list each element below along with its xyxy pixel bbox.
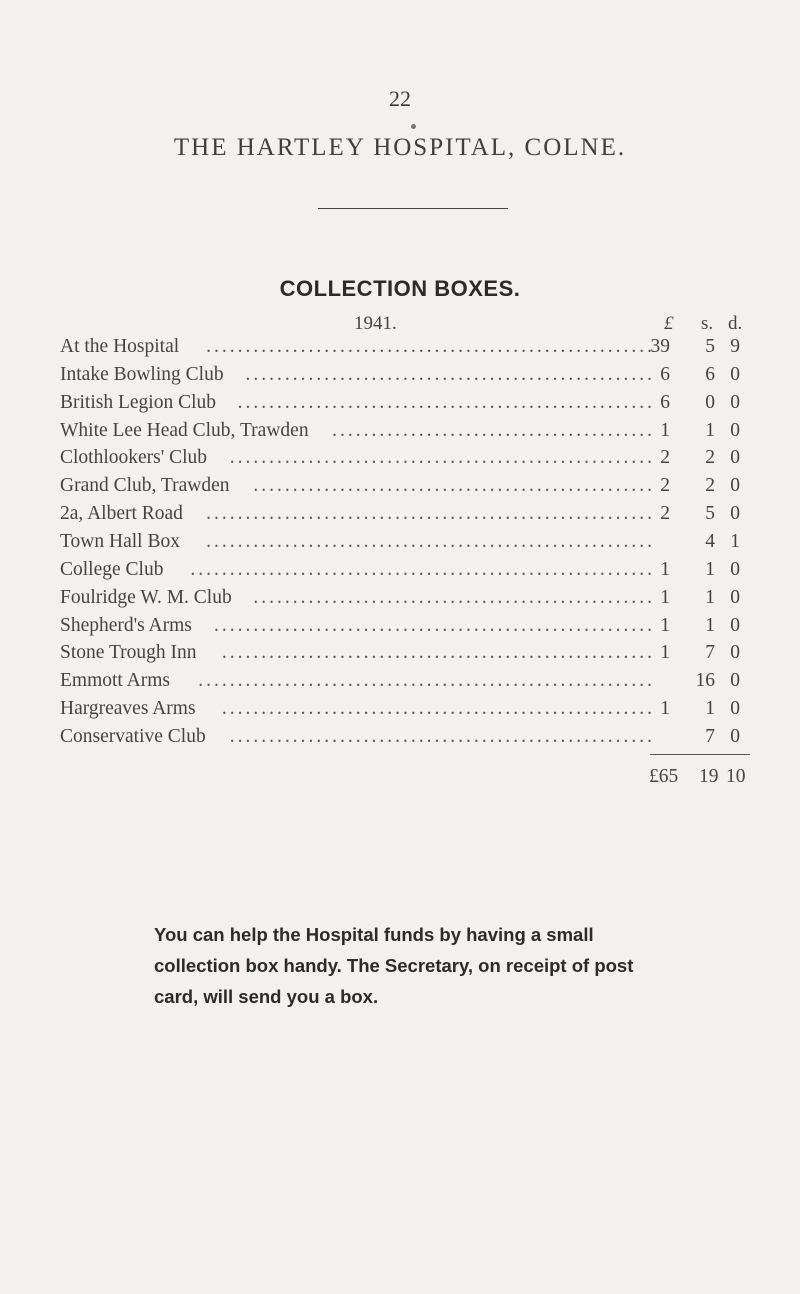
entry-shillings: 2 [705, 447, 715, 469]
total-pence: 10 [726, 766, 746, 787]
section-title: COLLECTION BOXES. [279, 276, 521, 301]
running-head: THE HARTLEY HOSPITAL, COLNE. [173, 134, 627, 161]
total-shillings: 19 [699, 766, 719, 787]
entry-shillings: 1 [705, 558, 715, 580]
entry-shillings: 1 [705, 614, 715, 636]
entry-name: British Legion Club [60, 391, 216, 413]
entry-pence: 0 [730, 419, 740, 441]
table-row [0, 555, 800, 585]
dot-leader: ....................................................... [221, 642, 655, 664]
entry-name: Shepherd's Arms [60, 614, 192, 636]
entry-pence: 0 [730, 586, 740, 608]
entry-name: Foulridge W. M. Club [60, 586, 232, 608]
dot-leader: ......................................... [332, 419, 655, 441]
table-row [0, 360, 800, 390]
entry-name: Emmott Arms [60, 670, 170, 692]
entry-pence: 0 [730, 363, 740, 385]
entry-pence: 0 [730, 447, 740, 469]
entry-pence: 9 [730, 336, 740, 357]
dot-leader: .......................................................... [198, 670, 655, 692]
entry-pounds: 1 [660, 558, 670, 580]
entry-name: Town Hall Box [60, 530, 180, 552]
dot-leader: ................................................... [253, 475, 655, 497]
entry-name: Grand Club, Trawden [60, 475, 230, 497]
entry-pounds: 1 [660, 642, 670, 664]
table-row [0, 471, 800, 501]
table-row [0, 666, 800, 696]
table-row [0, 694, 800, 724]
dot-leader: ........................................................... [190, 558, 655, 580]
entry-pence: 0 [730, 725, 740, 747]
entry-shillings: 1 [705, 419, 715, 441]
entry-name: Intake Bowling Club [60, 363, 224, 385]
table-row [0, 722, 800, 752]
entry-shillings: 2 [705, 475, 715, 497]
entry-name: Stone Trough Inn [60, 642, 197, 664]
entry-pence: 0 [730, 475, 740, 497]
entry-pounds: 1 [660, 419, 670, 441]
entry-pence: 0 [730, 558, 740, 580]
entry-pounds: 6 [660, 391, 670, 413]
table-row [0, 499, 800, 529]
entry-shillings: 5 [705, 503, 715, 525]
appeal-note: You can help the Hospital funds by having a small collection box handy. The Secretary, on receipt of post card, will send you a box. [154, 924, 634, 1007]
entry-shillings: 1 [705, 698, 715, 720]
table-row [0, 388, 800, 418]
table-row [0, 583, 800, 613]
entry-pounds: 2 [660, 447, 670, 469]
ornament-dot [411, 124, 416, 129]
entry-pounds: 1 [660, 614, 670, 636]
entry-shillings: 7 [705, 725, 715, 747]
dot-leader: ...................................................... [229, 725, 655, 747]
entry-shillings: 1 [705, 586, 715, 608]
entry-shillings: 6 [705, 363, 715, 385]
total-rule [650, 754, 750, 755]
entry-name: At the Hospital [60, 336, 180, 357]
entry-shillings: 5 [705, 336, 715, 357]
table-row [0, 638, 800, 668]
dot-leader: ......................................................... [206, 336, 655, 357]
table-row [0, 611, 800, 641]
entry-name: College Club [60, 558, 164, 580]
entry-pounds: 6 [660, 363, 670, 385]
dot-leader: ..................................................... [237, 391, 655, 413]
entry-pence: 0 [730, 642, 740, 664]
table-row [0, 416, 800, 446]
table-row [0, 527, 800, 557]
dot-leader: ......................................................... [206, 503, 655, 525]
entry-pounds: 1 [660, 586, 670, 608]
entry-pence: 0 [730, 391, 740, 413]
entry-name: Clothlookers' Club [60, 447, 208, 469]
entry-pence: 0 [730, 670, 740, 692]
header-rule [318, 208, 508, 209]
entry-name: Hargreaves Arms [60, 698, 196, 720]
dot-leader: ....................................................... [221, 698, 655, 720]
dot-leader: ................................................... [253, 586, 655, 608]
dot-leader: ........................................................ [214, 614, 655, 636]
dot-leader: .................................................... [245, 363, 655, 385]
table-row [0, 332, 800, 362]
dot-leader: ......................................................... [206, 530, 655, 552]
entry-shillings: 7 [705, 642, 715, 664]
entry-name: White Lee Head Club, Trawden [60, 419, 309, 441]
year-label: 1941. [354, 313, 397, 334]
pounds-column-header: £ [664, 313, 674, 334]
page-number: 22 [389, 86, 411, 111]
entry-name: 2a, Albert Road [60, 503, 183, 525]
entry-pounds: 2 [660, 503, 670, 525]
pence-column-header: d. [728, 313, 743, 334]
entry-shillings: 0 [705, 391, 715, 413]
entry-pence: 0 [730, 503, 740, 525]
entry-pounds: 1 [660, 698, 670, 720]
dot-leader: ...................................................... [229, 447, 655, 469]
entry-shillings: 16 [695, 670, 715, 692]
total-pounds: £65 [649, 766, 679, 787]
shillings-column-header: s. [701, 313, 714, 334]
entry-name: Conservative Club [60, 725, 206, 747]
table-row [0, 443, 800, 473]
entry-pounds: 2 [660, 475, 670, 497]
entry-pence: 1 [730, 530, 740, 552]
entry-pounds: 39 [650, 336, 670, 357]
entry-shillings: 4 [705, 530, 715, 552]
entry-pence: 0 [730, 698, 740, 720]
entry-pence: 0 [730, 614, 740, 636]
